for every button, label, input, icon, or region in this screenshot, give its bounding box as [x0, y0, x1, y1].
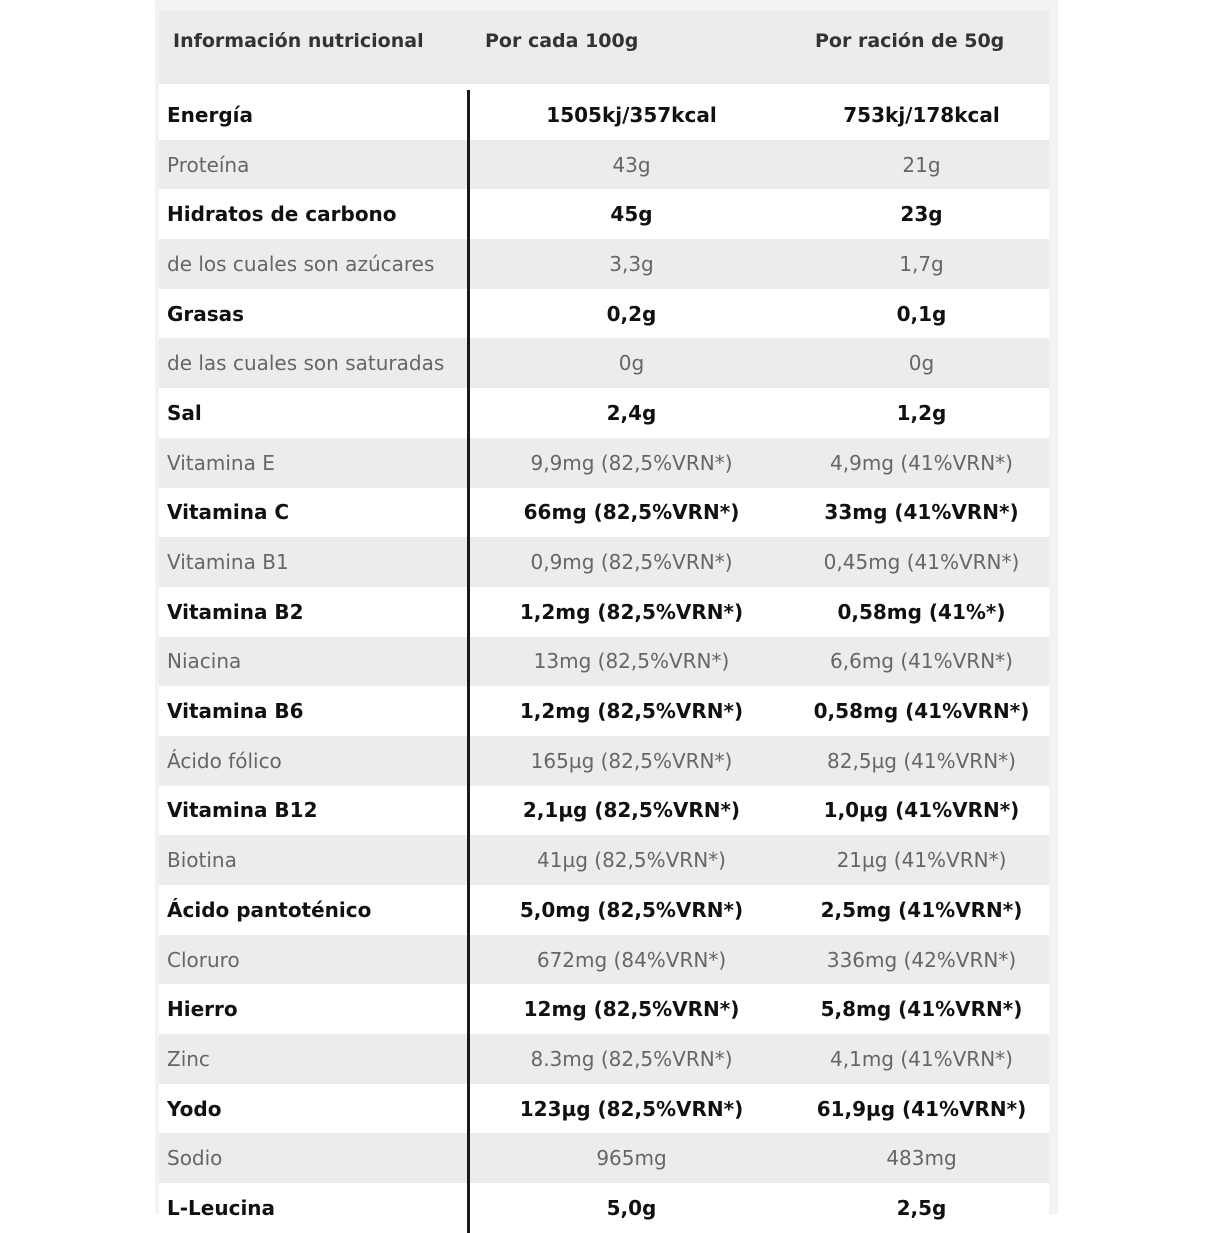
value-per-serving: 1,7g — [899, 251, 944, 276]
nutrient-name: Yodo — [167, 1096, 222, 1121]
value-per-100g: 2,1µg (82,5%VRN*) — [522, 798, 741, 823]
table-row — [159, 388, 1049, 438]
value-per-100g: 13mg (82,5%VRN*) — [533, 649, 730, 674]
nutrient-name: Sal — [167, 400, 202, 425]
value-per-serving: 0,58mg (41%VRN*) — [813, 699, 1030, 724]
nutrient-name: Proteína — [167, 152, 250, 177]
nutrient-name: Hierro — [167, 997, 238, 1022]
value-per-100g: 0,9mg (82,5%VRN*) — [530, 550, 733, 575]
nutrient-name: Vitamina B12 — [167, 798, 318, 823]
nutrient-name: Zinc — [167, 1046, 210, 1071]
value-per-serving: 0,45mg (41%VRN*) — [823, 550, 1020, 575]
value-per-serving: 0,1g — [896, 301, 947, 326]
value-per-serving: 5,8mg (41%VRN*) — [820, 997, 1023, 1022]
nutrient-name: L-Leucina — [167, 1195, 276, 1220]
nutrient-name: Ácido pantoténico — [167, 897, 372, 922]
nutrient-name: de los cuales son azúcares — [167, 251, 435, 276]
table-row — [159, 140, 1049, 190]
nutrient-name: de las cuales son saturadas — [167, 351, 445, 376]
value-per-serving: 753kj/178kcal — [843, 102, 1000, 127]
value-per-serving: 21g — [902, 152, 941, 177]
table-row — [159, 935, 1049, 985]
nutrition-table — [159, 10, 1049, 1233]
nutrient-name: Niacina — [167, 649, 242, 674]
nutrient-name: Energía — [167, 102, 253, 127]
value-per-100g: 45g — [610, 202, 653, 227]
header-per-serving: Por ración de 50g — [815, 30, 1005, 52]
table-row — [159, 189, 1049, 239]
value-per-serving: 4,9mg (41%VRN*) — [830, 450, 1013, 475]
header-per-100g: Por cada 100g — [485, 30, 639, 52]
value-per-100g: 123µg (82,5%VRN*) — [519, 1096, 744, 1121]
value-per-serving: 1,2g — [896, 400, 947, 425]
value-per-100g: 41µg (82,5%VRN*) — [537, 848, 726, 873]
table-row — [159, 587, 1049, 637]
table-row — [159, 885, 1049, 935]
table-row — [159, 984, 1049, 1034]
value-per-100g: 2,4g — [606, 400, 657, 425]
value-per-100g: 165µg (82,5%VRN*) — [530, 748, 733, 773]
value-per-100g: 3,3g — [609, 251, 654, 276]
value-per-100g: 66mg (82,5%VRN*) — [523, 500, 740, 525]
nutrient-name: Vitamina B1 — [167, 550, 289, 575]
nutrient-name: Vitamina B2 — [167, 599, 304, 624]
value-per-100g: 672mg (84%VRN*) — [536, 947, 727, 972]
table-body — [159, 90, 1049, 1233]
table-row — [159, 686, 1049, 736]
value-per-100g: 0,2g — [606, 301, 657, 326]
nutrient-name: Vitamina E — [167, 450, 275, 475]
table-row — [159, 736, 1049, 786]
value-per-serving: 483mg — [886, 1146, 957, 1171]
value-per-serving: 2,5mg (41%VRN*) — [820, 897, 1023, 922]
table-row — [159, 786, 1049, 836]
header-nutrition-info: Información nutricional — [173, 30, 424, 52]
value-per-100g: 5,0mg (82,5%VRN*) — [519, 897, 744, 922]
value-per-100g: 1,2mg (82,5%VRN*) — [519, 599, 744, 624]
value-per-serving: 2,5g — [896, 1195, 947, 1220]
nutrient-name: Ácido fólico — [167, 748, 282, 773]
table-row — [159, 289, 1049, 339]
table-row — [159, 537, 1049, 587]
table-row — [159, 239, 1049, 289]
value-per-serving: 82,5µg (41%VRN*) — [827, 748, 1016, 773]
nutrient-name: Hidratos de carbono — [167, 202, 397, 227]
table-row — [159, 835, 1049, 885]
table-header — [159, 10, 1049, 84]
nutrient-name: Sodio — [167, 1146, 223, 1171]
table-row — [159, 1133, 1049, 1183]
value-per-serving: 0g — [908, 351, 935, 376]
value-per-100g: 1,2mg (82,5%VRN*) — [519, 699, 744, 724]
value-per-serving: 4,1mg (41%VRN*) — [830, 1046, 1013, 1071]
table-row — [159, 338, 1049, 388]
value-per-100g: 43g — [612, 152, 651, 177]
nutrient-name: Vitamina B6 — [167, 699, 304, 724]
value-per-100g: 8.3mg (82,5%VRN*) — [530, 1046, 733, 1071]
value-per-serving: 6,6mg (41%VRN*) — [830, 649, 1013, 674]
value-per-100g: 965mg — [596, 1146, 667, 1171]
value-per-serving: 33mg (41%VRN*) — [824, 500, 1019, 525]
table-row — [159, 1034, 1049, 1084]
table-row — [159, 1183, 1049, 1233]
table-row — [159, 488, 1049, 538]
value-per-serving: 336mg (42%VRN*) — [826, 947, 1017, 972]
table-row — [159, 637, 1049, 687]
nutrient-name: Grasas — [167, 301, 245, 326]
column-divider — [467, 90, 470, 1233]
value-per-serving: 61,9µg (41%VRN*) — [816, 1096, 1027, 1121]
table-row — [159, 438, 1049, 488]
value-per-serving: 23g — [900, 202, 943, 227]
value-per-100g: 0g — [618, 351, 645, 376]
value-per-100g: 12mg (82,5%VRN*) — [523, 997, 740, 1022]
table-row — [159, 90, 1049, 140]
nutrient-name: Cloruro — [167, 947, 240, 972]
nutrient-name: Biotina — [167, 848, 237, 873]
value-per-100g: 1505kj/357kcal — [546, 102, 717, 127]
value-per-serving: 0,58mg (41%*) — [837, 599, 1006, 624]
value-per-100g: 9,9mg (82,5%VRN*) — [530, 450, 733, 475]
value-per-serving: 1,0µg (41%VRN*) — [823, 798, 1020, 823]
value-per-100g: 5,0g — [606, 1195, 657, 1220]
nutrient-name: Vitamina C — [167, 500, 290, 525]
table-row — [159, 1084, 1049, 1134]
value-per-serving: 21µg (41%VRN*) — [836, 848, 1007, 873]
